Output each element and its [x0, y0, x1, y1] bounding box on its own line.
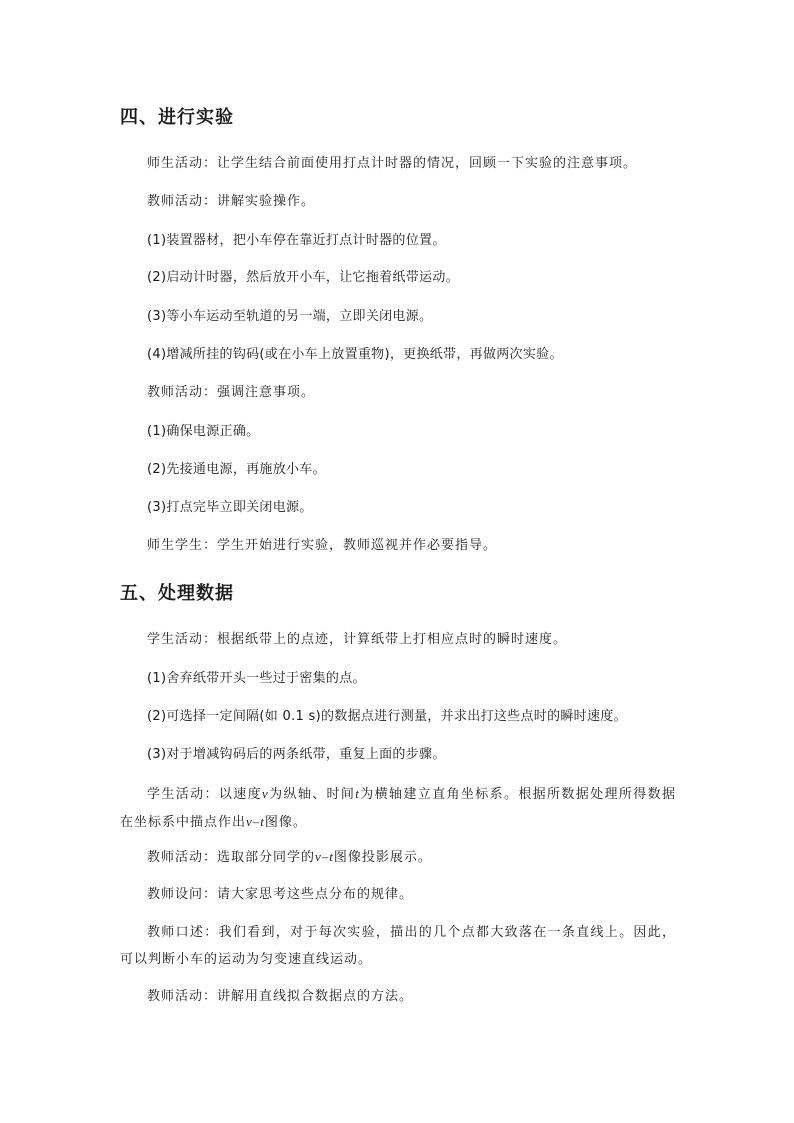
variable-v: v	[261, 786, 269, 801]
paragraph: 教师活动：讲解实验操作。	[147, 194, 316, 209]
coordinate-paragraph	[120, 780, 676, 836]
variable-vt: v–t	[315, 849, 334, 864]
paragraph: 教师口述：我们看到，对于每次实验，描出的几个点都大致落在一条直线上。因此，可以判断小车的运动为匀变速直线运动。	[120, 925, 676, 967]
step-item: (2)先接通电源，再施放小车。	[147, 462, 326, 477]
text-run: 学生活动：以速度	[147, 787, 262, 802]
paragraph: 教师活动：强调注意事项。	[147, 385, 316, 400]
text-run: 教师活动：选取部分同学的	[147, 850, 316, 865]
step-item: (3)对于增减钩码后的两条纸带，重复上面的步骤。	[147, 747, 446, 762]
text-run: 图像。	[264, 815, 307, 830]
paragraph: 学生活动：根据纸带上的点迹，计算纸带上打相应点时的瞬时速度。	[147, 632, 568, 647]
text-run: 为纵轴、时间	[268, 787, 356, 802]
step-item: (1)装置器材，把小车停在靠近打点计时器的位置。	[147, 233, 446, 248]
step-item: (1)确保电源正确。	[147, 424, 260, 439]
text-run: 为横轴建立直角坐标系。根据所数据处理所得数据在坐标系中描点作出	[120, 787, 676, 830]
section-heading-data-processing: 五、处理数据	[120, 583, 234, 604]
paragraph: 师生学生：学生开始进行实验，教师巡视并作必要指导。	[147, 538, 498, 553]
projection-paragraph	[120, 843, 676, 871]
text-run: 图像投影展示。	[333, 850, 432, 865]
step-item: (2)启动计时器，然后放开小车，让它拖着纸带运动。	[147, 270, 459, 285]
paragraph: 教师活动：讲解用直线拟合数据点的方法。	[147, 989, 414, 1004]
section-heading-experiment: 四、进行实验	[120, 107, 234, 128]
variable-vt: v–t	[246, 814, 265, 829]
step-item: (4)增减所挂的钩码(或在小车上放置重物)，更换纸带，再做两次实验。	[147, 347, 563, 362]
step-item: (3)打点完毕立即关闭电源。	[147, 500, 313, 515]
variable-t: t	[355, 786, 360, 801]
paragraph: 师生活动：让学生结合前面使用打点计时器的情况，回顾一下实验的注意事项。	[147, 156, 638, 171]
step-item: (2)可选择一定间隔(如 0.1 s)的数据点进行测量，并求出打这些点时的瞬时速度。	[147, 709, 627, 724]
step-item: (3)等小车运动至轨道的另一端，立即关闭电源。	[147, 309, 433, 324]
paragraph: 教师设问：请大家思考这些点分布的规律。	[147, 887, 414, 902]
step-item: (1)舍弃纸带开头一些过于密集的点。	[147, 671, 366, 686]
